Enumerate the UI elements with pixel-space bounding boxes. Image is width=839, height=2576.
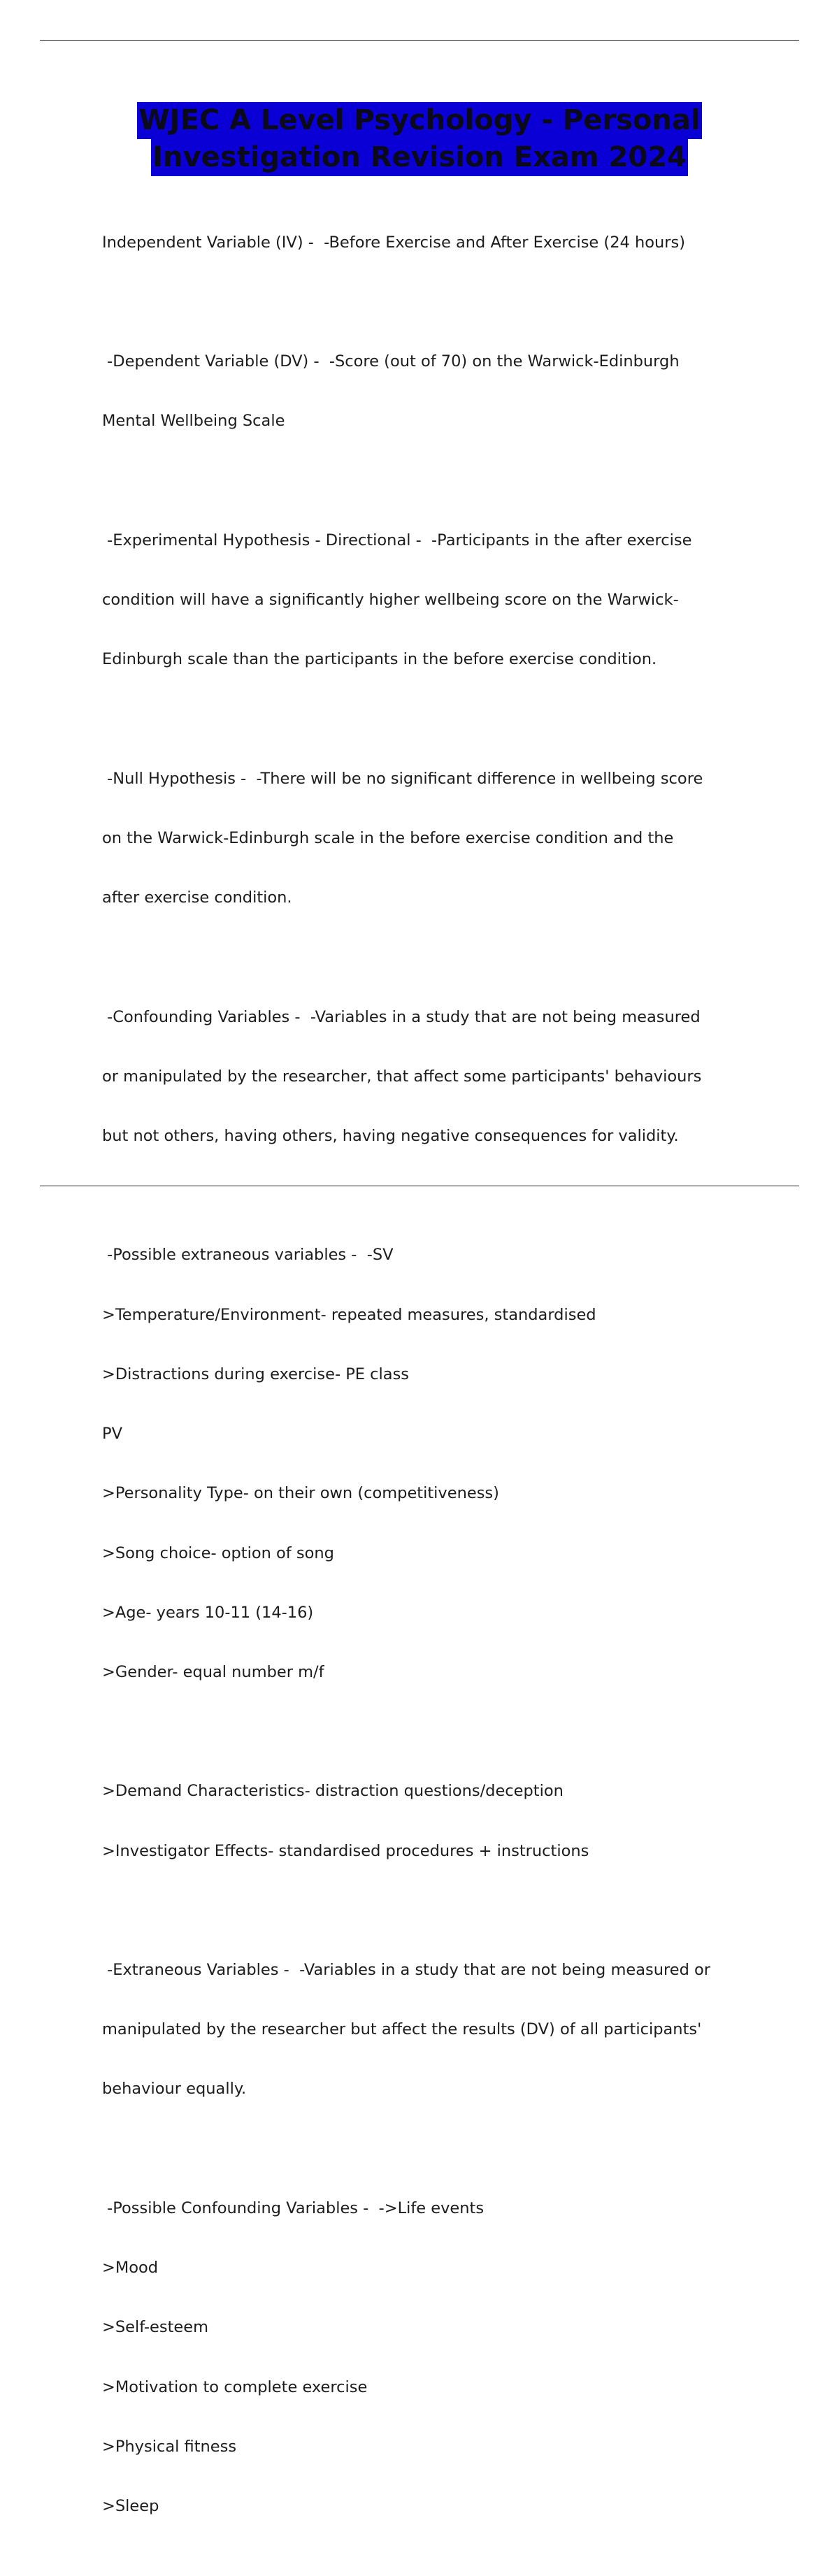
text-line: after exercise condition. (102, 888, 292, 907)
text-line: on the Warwick-Edinburgh scale in the before exercise condition and the (102, 828, 674, 847)
text-line: Independent Variable (IV) - -Before Exercise and After Exercise (24 hours) (102, 233, 686, 252)
text-line: Mental Wellbeing Scale (102, 412, 285, 431)
paragraph-possible-extraneous-variables (102, 1206, 773, 1722)
paragraph-possible-confounding-variables (102, 2159, 773, 2556)
text-line: condition will have a significantly higher wellbeing score on the Warwick- (102, 591, 679, 610)
paragraph-dependent-variable (102, 312, 773, 470)
paragraph-experimental-hypothesis (102, 491, 773, 709)
paragraph-demand-characteristics (102, 1742, 773, 1901)
text-line: but not others, having others, having negative consequences for validity. (102, 1127, 679, 1146)
text-line: >Investigator Effects- standardised procedures + instructions (102, 1841, 589, 1860)
text-line: >Mood (102, 2259, 159, 2278)
text-line: -Null Hypothesis - -There will be no significant difference in wellbeing score (102, 769, 703, 788)
document-body (102, 193, 773, 2576)
text-line: >Physical fitness (102, 2437, 237, 2456)
text-line: -Dependent Variable (DV) - -Score (out of 70) on the Warwick-Edinburgh (102, 352, 680, 371)
paragraph-null-hypothesis (102, 729, 773, 947)
text-line: >Sleep (102, 2497, 159, 2515)
text-line: >Personality Type- on their own (competitiveness) (102, 1484, 499, 1503)
text-line: Edinburgh scale than the participants in the before exercise condition. (102, 650, 657, 669)
text-line: manipulated by the researcher but affect the results (DV) of all participants' (102, 2020, 702, 2039)
text-line: >Age- years 10-11 (14-16) (102, 1603, 314, 1622)
title-line-1: WJEC A Level Psychology - Personal (137, 102, 701, 139)
text-line: -Possible extraneous variables - -SV (102, 1246, 394, 1265)
text-line: -Possible Confounding Variables - ->Life events (102, 2199, 485, 2217)
text-line: >Temperature/Environment- repeated measures, standardised (102, 1305, 596, 1324)
paragraph-independent-variable (102, 193, 773, 292)
text-line: >Song choice- option of song (102, 1544, 334, 1562)
text-line: -Extraneous Variables - -Variables in a study that are not being measured or (102, 1961, 711, 1980)
document-title (70, 102, 769, 176)
paragraph-confounding-variables (102, 967, 773, 1186)
text-line: >Distractions during exercise- PE class (102, 1365, 410, 1383)
text-line: >Motivation to complete exercise (102, 2377, 368, 2396)
text-line: behaviour equally. (102, 2080, 247, 2099)
top-rule (40, 40, 799, 41)
text-line: PV (102, 1425, 122, 1444)
text-line: or manipulated by the researcher, that affect some participants' behaviours (102, 1067, 702, 1086)
text-line: >Gender- equal number m/f (102, 1662, 324, 1681)
text-line: -Experimental Hypothesis - Directional - -Participants in the after exercise (102, 531, 692, 549)
text-line: -Confounding Variables - -Variables in a study that are not being measured (102, 1007, 701, 1026)
title-line-2: Investigation Revision Exam 2024 (151, 139, 688, 176)
paragraph-extraneous-variables (102, 1920, 773, 2138)
text-line: >Self-esteem (102, 2318, 209, 2337)
text-line: >Demand Characteristics- distraction questions/deception (102, 1782, 564, 1801)
